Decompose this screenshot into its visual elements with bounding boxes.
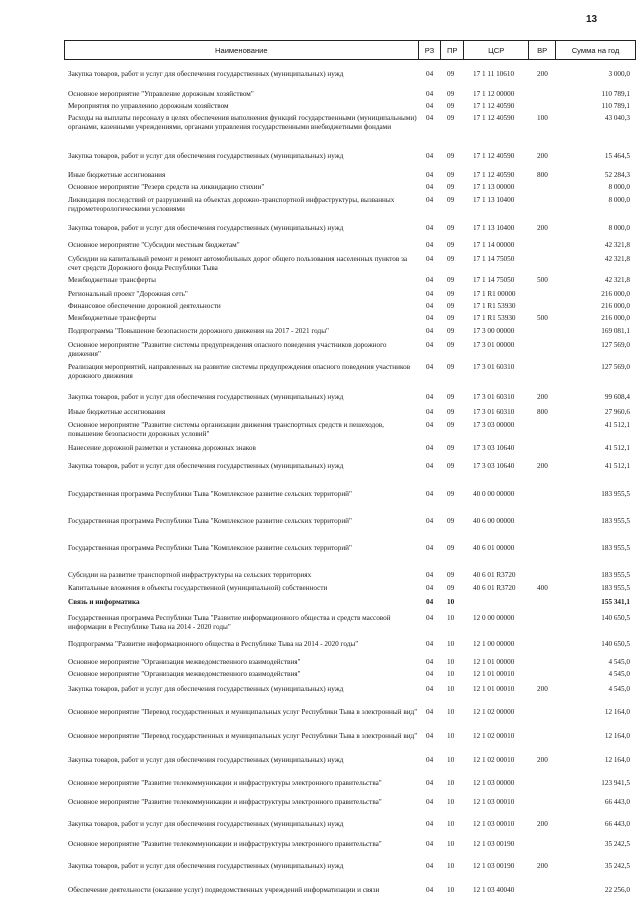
cell-csr: 40 6 01 R3720 — [473, 584, 516, 592]
cell-pr: 10 — [447, 779, 455, 787]
cell-csr: 12 1 02 00000 — [473, 708, 515, 716]
cell-name: Закупка товаров, работ и услуг для обеспечения государственных (муниципальных) нужд — [68, 685, 344, 693]
cell-pr: 10 — [447, 670, 455, 678]
cell-sum: 110 789,1 — [601, 102, 630, 110]
cell-sum: 42 321,8 — [604, 276, 630, 284]
cell-pr: 09 — [447, 276, 455, 284]
cell-rz: 04 — [426, 70, 434, 78]
cell-name: Обеспечение деятельности (оказание услуг) подведомственных учреждений информатизации и связи — [68, 886, 380, 894]
cell-csr: 17 1 13 00000 — [473, 183, 515, 191]
cell-pr: 09 — [447, 90, 455, 98]
cell-rz: 04 — [426, 444, 434, 452]
column-header-vr: ВР — [528, 41, 555, 59]
cell-name: Закупка товаров, работ и услуг для обеспечения государственных (муниципальных) нужд — [68, 756, 344, 764]
cell-pr: 09 — [447, 544, 455, 552]
cell-sum: 66 443,0 — [604, 820, 630, 828]
cell-csr: 17 3 01 60310 — [473, 408, 515, 416]
cell-pr: 10 — [447, 840, 455, 848]
cell-csr: 12 1 03 00190 — [473, 862, 515, 870]
cell-csr: 17 3 03 00000 — [473, 421, 515, 429]
cell-rz: 04 — [426, 798, 434, 806]
cell-csr: 17 1 14 75050 — [473, 276, 515, 284]
cell-sum: 22 256,0 — [604, 886, 630, 894]
cell-rz: 04 — [426, 571, 434, 579]
cell-name: Основное мероприятие "Организация межведомственного взаимодействия" — [68, 658, 301, 666]
cell-pr: 09 — [447, 462, 455, 470]
cell-sum: 155 341,1 — [601, 598, 630, 606]
cell-name: Субсидии на развитие транспортной инфраструктуры на сельских территориях — [68, 571, 312, 579]
cell-csr: 17 1 14 00000 — [473, 241, 515, 249]
cell-csr: 12 1 01 00010 — [473, 685, 515, 693]
cell-csr: 17 1 12 00000 — [473, 90, 515, 98]
cell-csr: 12 1 03 00190 — [473, 840, 515, 848]
cell-name: Иные бюджетные ассигнования — [68, 408, 166, 416]
column-header-csr: ЦСР — [463, 41, 528, 59]
cell-rz: 04 — [426, 598, 434, 606]
cell-pr: 09 — [447, 571, 455, 579]
cell-pr: 09 — [447, 408, 455, 416]
cell-pr: 10 — [447, 756, 455, 764]
cell-sum: 183 955,5 — [601, 517, 630, 525]
cell-name: Основное мероприятие "Развитие телекоммуникации и инфраструктуры электронного правительства" — [68, 779, 382, 787]
cell-csr: 12 0 00 00000 — [473, 614, 515, 622]
cell-name: Межбюджетные трансферты — [68, 276, 156, 284]
cell-sum: 140 650,5 — [601, 614, 630, 622]
cell-rz: 04 — [426, 544, 434, 552]
cell-rz: 04 — [426, 886, 434, 894]
cell-sum: 183 955,5 — [601, 584, 630, 592]
cell-name: Основное мероприятие "Перевод государственных и муниципальных услуг Республики Тыва в электронный вид" — [68, 732, 418, 740]
cell-rz: 04 — [426, 224, 434, 232]
cell-vr: 200 — [537, 393, 548, 401]
cell-name: Иные бюджетные ассигнования — [68, 171, 166, 179]
cell-vr: 200 — [537, 820, 548, 828]
cell-name: Связь и информатика — [68, 598, 140, 606]
cell-csr: 12 1 02 00010 — [473, 756, 515, 764]
cell-pr: 10 — [447, 862, 455, 870]
cell-rz: 04 — [426, 490, 434, 498]
cell-csr: 12 1 03 00010 — [473, 798, 515, 806]
cell-pr: 10 — [447, 820, 455, 828]
cell-sum: 42 321,8 — [604, 255, 630, 263]
cell-name: Основное мероприятие "Резерв средств на ликвидацию стихии" — [68, 183, 265, 191]
cell-pr: 09 — [447, 302, 455, 310]
cell-csr: 17 1 12 40590 — [473, 102, 515, 110]
cell-pr: 10 — [447, 640, 455, 648]
cell-sum: 140 650,5 — [601, 640, 630, 648]
cell-pr: 09 — [447, 102, 455, 110]
cell-vr: 200 — [537, 70, 548, 78]
cell-pr: 09 — [447, 421, 455, 429]
cell-sum: 4 545,0 — [608, 685, 630, 693]
cell-pr: 10 — [447, 685, 455, 693]
cell-pr: 10 — [447, 614, 455, 622]
cell-vr: 400 — [537, 584, 548, 592]
cell-csr: 12 1 03 00000 — [473, 779, 515, 787]
cell-name: Финансовое обеспечение дорожной деятельности — [68, 302, 221, 310]
cell-sum: 52 284,3 — [604, 171, 630, 179]
cell-name: Основное мероприятие "Развитие телекоммуникации и инфраструктуры электронного правительства" — [68, 840, 382, 848]
cell-pr: 09 — [447, 393, 455, 401]
cell-name: Межбюджетные трансферты — [68, 314, 156, 322]
cell-pr: 10 — [447, 598, 455, 606]
cell-sum: 183 955,5 — [601, 571, 630, 579]
cell-csr: 17 3 00 00000 — [473, 327, 515, 335]
cell-rz: 04 — [426, 290, 434, 298]
cell-pr: 09 — [447, 517, 455, 525]
cell-csr: 17 3 01 60310 — [473, 363, 515, 371]
cell-rz: 04 — [426, 862, 434, 870]
cell-name: Государственная программа Республики Тыва "Развитие информационного общества и средств массовой информации в Республике Тыва на 2014 - 2020 годы" — [68, 614, 391, 631]
cell-csr: 17 3 01 00000 — [473, 341, 515, 349]
cell-sum: 216 000,0 — [601, 290, 630, 298]
cell-csr: 17 1 13 10400 — [473, 224, 515, 232]
cell-rz: 04 — [426, 462, 434, 470]
cell-rz: 04 — [426, 756, 434, 764]
cell-sum: 123 941,5 — [601, 779, 630, 787]
cell-vr: 500 — [537, 314, 548, 322]
cell-pr: 10 — [447, 732, 455, 740]
cell-sum: 8 000,0 — [608, 196, 630, 204]
cell-pr: 09 — [447, 327, 455, 335]
cell-pr: 09 — [447, 196, 455, 204]
cell-rz: 04 — [426, 363, 434, 371]
cell-pr: 09 — [447, 241, 455, 249]
cell-name: Закупка товаров, работ и услуг для обеспечения государственных (муниципальных) нужд — [68, 820, 344, 828]
cell-sum: 41 512,1 — [604, 462, 630, 470]
cell-sum: 183 955,5 — [601, 544, 630, 552]
cell-name: Закупка товаров, работ и услуг для обеспечения государственных (муниципальных) нужд — [68, 393, 344, 401]
cell-sum: 183 955,5 — [601, 490, 630, 498]
cell-rz: 04 — [426, 327, 434, 335]
cell-sum: 216 000,0 — [601, 302, 630, 310]
cell-sum: 41 512,1 — [604, 444, 630, 452]
cell-csr: 17 3 03 10640 — [473, 462, 515, 470]
cell-vr: 200 — [537, 224, 548, 232]
cell-pr: 09 — [447, 341, 455, 349]
cell-rz: 04 — [426, 152, 434, 160]
cell-name: Субсидии на капитальный ремонт и ремонт автомобильных дорог общего пользования населенных пунктов за счет средств Дорожного фонда Республики Тыва — [68, 255, 408, 272]
cell-csr: 17 1 12 40590 — [473, 114, 515, 122]
cell-sum: 127 569,0 — [601, 363, 630, 371]
cell-sum: 35 242,5 — [604, 862, 630, 870]
cell-name: Реализация мероприятий, направленных на развитие системы предупреждения опасного поведения участников дорожного движения — [68, 363, 411, 380]
cell-pr: 09 — [447, 584, 455, 592]
cell-vr: 200 — [537, 862, 548, 870]
cell-csr: 17 1 11 10610 — [473, 70, 515, 78]
cell-name: Основное мероприятие "Развитие системы предупреждения опасного поведения участников дорожного движения" — [68, 341, 387, 358]
cell-name: Капитальные вложения в объекты государственной (муниципальной) собственности — [68, 584, 328, 592]
cell-sum: 8 000,0 — [608, 224, 630, 232]
cell-name: Закупка товаров, работ и услуг для обеспечения государственных (муниципальных) нужд — [68, 862, 344, 870]
cell-rz: 04 — [426, 779, 434, 787]
cell-csr: 17 3 03 10640 — [473, 444, 515, 452]
cell-rz: 04 — [426, 614, 434, 622]
cell-sum: 66 443,0 — [604, 798, 630, 806]
cell-rz: 04 — [426, 820, 434, 828]
cell-pr: 10 — [447, 708, 455, 716]
cell-pr: 09 — [447, 490, 455, 498]
cell-name: Подпрограмма "Повышение безопасности дорожного движения на 2017 - 2021 годы" — [68, 327, 329, 335]
cell-csr: 12 1 01 00000 — [473, 658, 515, 666]
cell-vr: 800 — [537, 171, 548, 179]
cell-rz: 04 — [426, 276, 434, 284]
cell-pr: 09 — [447, 114, 455, 122]
cell-sum: 15 464,5 — [604, 152, 630, 160]
cell-name: Закупка товаров, работ и услуг для обеспечения государственных (муниципальных) нужд — [68, 152, 344, 160]
cell-rz: 04 — [426, 114, 434, 122]
cell-rz: 04 — [426, 658, 434, 666]
cell-name: Основное мероприятие "Развитие системы организации движения транспортных средств и пешеходов, повышение безопасности дорожных условий" — [68, 421, 384, 438]
cell-vr: 100 — [537, 114, 548, 122]
cell-vr: 200 — [537, 756, 548, 764]
cell-csr: 17 1 R1 00000 — [473, 290, 516, 298]
cell-vr: 500 — [537, 276, 548, 284]
cell-sum: 42 321,8 — [604, 241, 630, 249]
cell-csr: 40 6 01 R3720 — [473, 571, 516, 579]
column-header-name: Наименование — [214, 45, 268, 55]
cell-name: Основное мероприятие "Субсидии местным бюджетам" — [68, 241, 240, 249]
cell-name: Закупка товаров, работ и услуг для обеспечения государственных (муниципальных) нужд — [68, 70, 344, 78]
cell-vr: 200 — [537, 685, 548, 693]
cell-csr: 12 1 01 00010 — [473, 670, 515, 678]
cell-csr: 17 3 01 60310 — [473, 393, 515, 401]
cell-rz: 04 — [426, 421, 434, 429]
cell-sum: 12 164,0 — [604, 708, 630, 716]
cell-name: Основное мероприятие "Управление дорожным хозяйством" — [68, 90, 254, 98]
cell-csr: 40 6 01 00000 — [473, 544, 515, 552]
cell-rz: 04 — [426, 708, 434, 716]
cell-name: Основное мероприятие "Развитие телекоммуникации и инфраструктуры электронного правительства" — [68, 798, 382, 806]
cell-sum: 12 164,0 — [604, 756, 630, 764]
cell-csr: 17 1 12 40590 — [473, 152, 515, 160]
cell-vr: 200 — [537, 462, 548, 470]
cell-rz: 04 — [426, 196, 434, 204]
cell-name: Подпрограмма "Развитие информационного общества в Республике Тыва на 2014 - 2020 годы" — [68, 640, 359, 648]
column-header-rz: РЗ — [418, 41, 441, 59]
cell-csr: 12 1 00 00000 — [473, 640, 515, 648]
cell-name: Закупка товаров, работ и услуг для обеспечения государственных (муниципальных) нужд — [68, 224, 344, 232]
cell-name: Нанесение дорожной разметки и установка дорожных знаков — [68, 444, 256, 452]
cell-rz: 04 — [426, 408, 434, 416]
cell-rz: 04 — [426, 341, 434, 349]
cell-rz: 04 — [426, 90, 434, 98]
cell-rz: 04 — [426, 732, 434, 740]
cell-name: Ликвидация последствий от разрушений на объектах дорожно-транспортной инфраструктуры, вызванных гидрометеорологическими условиями — [68, 196, 395, 213]
cell-rz: 04 — [426, 314, 434, 322]
cell-sum: 99 608,4 — [604, 393, 630, 401]
cell-sum: 216 000,0 — [601, 314, 630, 322]
cell-sum: 127 569,0 — [601, 341, 630, 349]
cell-vr: 800 — [537, 408, 548, 416]
cell-csr: 12 1 03 00010 — [473, 820, 515, 828]
cell-pr: 09 — [447, 183, 455, 191]
cell-rz: 04 — [426, 255, 434, 263]
cell-name: Расходы на выплаты персоналу в целях обеспечения выполнения функций государственными (муниципальными) органами, казенными учреждениями, органами управления государственными внебюджетными фондами — [68, 114, 417, 131]
cell-rz: 04 — [426, 670, 434, 678]
cell-pr: 09 — [447, 444, 455, 452]
cell-csr: 12 1 03 40040 — [473, 886, 515, 894]
cell-rz: 04 — [426, 517, 434, 525]
cell-sum: 8 000,0 — [608, 183, 630, 191]
cell-name: Основное мероприятие "Перевод государственных и муниципальных услуг Республики Тыва в электронный вид" — [68, 708, 418, 716]
cell-rz: 04 — [426, 640, 434, 648]
cell-csr: 17 1 13 10400 — [473, 196, 515, 204]
column-header-pr: ПР — [440, 41, 463, 59]
cell-rz: 04 — [426, 840, 434, 848]
cell-pr: 10 — [447, 886, 455, 894]
column-header-sum: Сумма на год — [555, 41, 635, 59]
cell-rz: 04 — [426, 685, 434, 693]
cell-sum: 27 960,6 — [604, 408, 630, 416]
cell-sum: 4 545,0 — [608, 658, 630, 666]
cell-sum: 110 789,1 — [601, 90, 630, 98]
cell-csr: 17 1 12 40590 — [473, 171, 515, 179]
cell-pr: 09 — [447, 70, 455, 78]
page-number: 13 — [586, 14, 598, 25]
cell-rz: 04 — [426, 241, 434, 249]
cell-csr: 40 6 00 00000 — [473, 517, 515, 525]
cell-csr: 17 1 14 75050 — [473, 255, 515, 263]
cell-rz: 04 — [426, 183, 434, 191]
cell-sum: 12 164,0 — [604, 732, 630, 740]
cell-sum: 3 000,0 — [608, 70, 630, 78]
cell-pr: 09 — [447, 314, 455, 322]
cell-rz: 04 — [426, 302, 434, 310]
cell-rz: 04 — [426, 171, 434, 179]
cell-csr: 17 1 R1 53930 — [473, 314, 516, 322]
cell-pr: 10 — [447, 798, 455, 806]
cell-pr: 09 — [447, 363, 455, 371]
cell-pr: 09 — [447, 224, 455, 232]
cell-name: Государственная программа Республики Тыва "Комплексное развитие сельских территорий" — [68, 544, 352, 552]
cell-sum: 43 040,3 — [604, 114, 630, 122]
table-header — [64, 40, 636, 60]
cell-name: Мероприятия по управлению дорожным хозяйством — [68, 102, 229, 110]
cell-name: Региональный проект "Дорожная сеть" — [68, 290, 188, 298]
cell-csr: 40 0 00 00000 — [473, 490, 515, 498]
cell-pr: 09 — [447, 152, 455, 160]
cell-sum: 169 081,1 — [601, 327, 630, 335]
cell-sum: 4 545,0 — [608, 670, 630, 678]
cell-sum: 41 512,1 — [604, 421, 630, 429]
cell-vr: 200 — [537, 152, 548, 160]
cell-pr: 09 — [447, 255, 455, 263]
cell-pr: 09 — [447, 171, 455, 179]
cell-name: Государственная программа Республики Тыва "Комплексное развитие сельских территорий" — [68, 490, 352, 498]
cell-name: Государственная программа Республики Тыва "Комплексное развитие сельских территорий" — [68, 517, 352, 525]
cell-rz: 04 — [426, 393, 434, 401]
cell-pr: 09 — [447, 290, 455, 298]
cell-name: Основное мероприятие "Организация межведомственного взаимодействия" — [68, 670, 301, 678]
cell-rz: 04 — [426, 584, 434, 592]
cell-rz: 04 — [426, 102, 434, 110]
cell-sum: 35 242,5 — [604, 840, 630, 848]
cell-name: Закупка товаров, работ и услуг для обеспечения государственных (муниципальных) нужд — [68, 462, 344, 470]
cell-csr: 17 1 R1 53930 — [473, 302, 516, 310]
cell-pr: 10 — [447, 658, 455, 666]
cell-csr: 12 1 02 00010 — [473, 732, 515, 740]
